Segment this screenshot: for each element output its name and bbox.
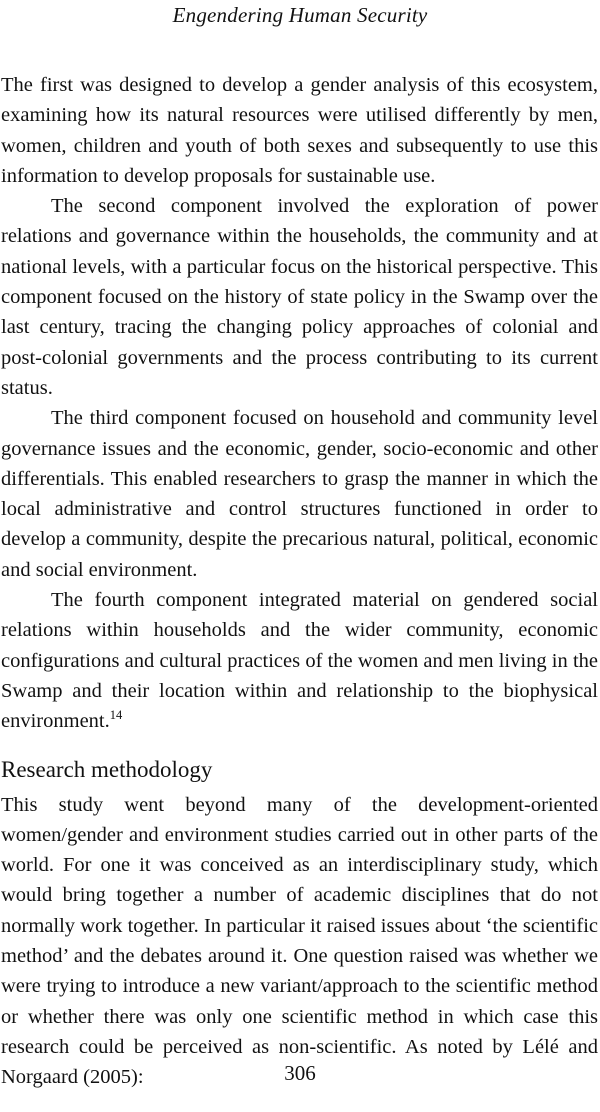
paragraph-fourth-component xyxy=(1,585,598,736)
footnote-marker[interactable]: 14 xyxy=(109,708,123,723)
paragraph-text: The first was designed to develop a gender analysis of this ecosystem, examining how its natural resources were utilised differently by men, women, children and youth of both sexes and subsequently to use this information to develop proposals for sustainable use. xyxy=(1,74,598,187)
paragraph-first-component xyxy=(1,70,598,191)
body-text xyxy=(1,70,598,1093)
paragraph-text: The third component focused on household and community level governance issues and the economic, gender, socio-economic and other differentials. This enabled researchers to grasp the manner in which the local administrative and control structures functioned in order to develop a community, despite the precarious natural, political, economic and social environment. xyxy=(1,407,598,581)
running-head: Engendering Human Security xyxy=(172,3,428,27)
paragraph-third-component xyxy=(1,403,598,585)
paragraph-text: The second component involved the exploration of power relations and governance within the households, the community and at national levels, with a particular focus on the historical perspective. This component focused on the history of state policy in the Swamp over the last century, tracing the changing policy approaches of colonial and post-colonial governments and the process contributing to its current status. xyxy=(1,195,598,399)
paragraph-second-component xyxy=(1,191,598,403)
section-heading: Research methodology xyxy=(1,756,213,782)
paragraph-text: This study went beyond many of the development-oriented women/gender and environment studies carried out in other parts of the world. For one it was conceived as an interdisciplinary study, which would bring together a number of academic disciplines that do not normally work together. In particular it raised issues about ‘the scientific method’ and the debates around it. One question raised was whether we were trying to introduce a new variant/approach to the scientific method or whether there was only one scientific method in which case this research could be perceived as non-scientific. As noted by Lélé and Norgaard (2005): xyxy=(1,793,598,1089)
page-number: 306 xyxy=(284,1061,316,1085)
paragraph-research-methodology xyxy=(1,790,598,1093)
paragraph-text: The fourth component integrated material on gendered social relations within households and the wider community, economic configurations and cultural practices of the women and men living in the Swamp and their location within and relationship to the biophysical environment. xyxy=(1,589,598,733)
